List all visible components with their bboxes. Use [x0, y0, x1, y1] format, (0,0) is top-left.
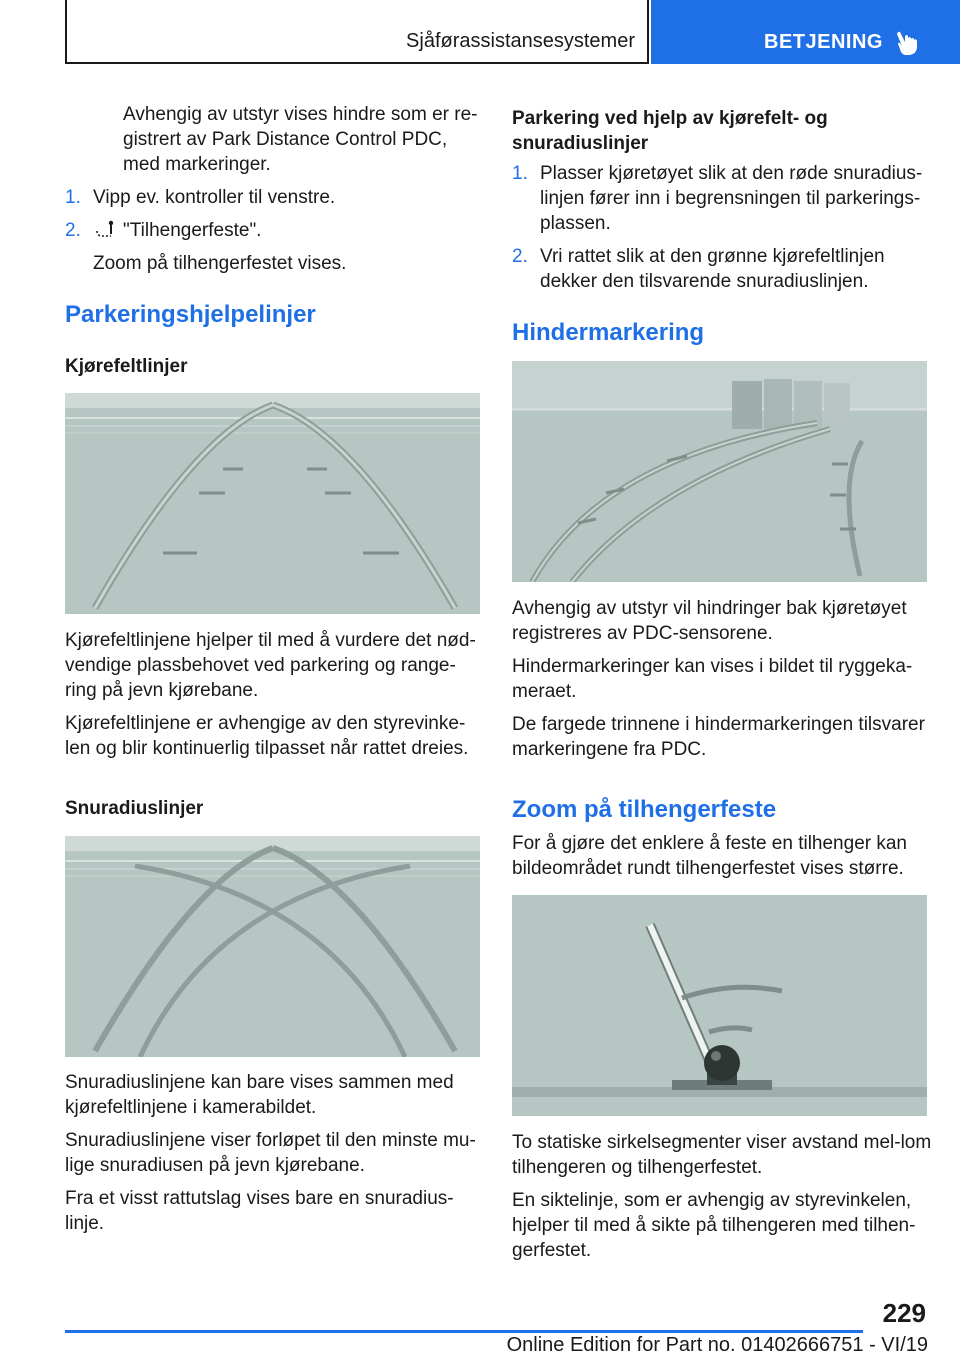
paragraph: Kjørefeltlinjene hjelper til med å vurdere det nød-vendige plassbehovet ved parkering og range-ring på jevn kjørebane. — [65, 630, 476, 701]
page-number: 229 — [882, 1298, 926, 1328]
zoom-intro — [512, 831, 932, 881]
paragraph: Fra et visst rattutslag vises bare en snuradius-linje. — [65, 1188, 454, 1234]
intro-text: Avhengig av utstyr vises hindre som er re-gistrert av Park Distance Control PDC, med markeringer. — [123, 104, 478, 175]
camera-trailer-icon — [95, 219, 117, 239]
section-heading: Hindermarkering — [512, 319, 705, 346]
header-chapter-tab[interactable] — [651, 0, 960, 64]
obstacle-marking-figure — [512, 361, 927, 582]
paragraph: Avhengig av utstyr vil hindringer bak kjøretøyet registreres av PDC-sensorene. — [512, 598, 907, 644]
paragraph: En siktelinje, som er avhengig av styrevinkelen, hjelper til med å sikte på tilhengeren med tilhen-gerfestet. — [512, 1190, 916, 1261]
lane-lines-figure — [65, 393, 480, 614]
chapter-title: BETJENING — [764, 31, 883, 53]
left-column-middle — [65, 628, 485, 761]
footer-divider — [65, 1330, 863, 1333]
list-text: Plasser kjøretøyet slik at den røde snuradius-linjen fører inn i begrensningen til parkerings-plassen. — [540, 163, 923, 234]
subheading: Kjørefeltlinjer — [65, 356, 188, 377]
right-column-middle — [512, 596, 932, 762]
step-result: Zoom på tilhengerfestet vises. — [93, 253, 347, 274]
header-section-box — [65, 0, 649, 64]
list-number: 2. — [512, 246, 528, 267]
section-title: Sjåførassistansesystemer — [406, 30, 635, 52]
left-column-bottom — [65, 1070, 485, 1236]
list-text: Vri rattet slik at den grønne kjørefeltlinjen dekker den tilsvarende snuradiuslinjen. — [540, 246, 885, 292]
right-column-bottom — [512, 1130, 932, 1263]
list-text: Vipp ev. kontroller til venstre. — [93, 187, 336, 208]
trailer-hitch-zoom-figure — [512, 895, 927, 1116]
list-text: "Tilhengerfeste". — [123, 220, 262, 241]
turning-radius-figure — [65, 836, 480, 1057]
list-number: 1. — [65, 187, 81, 208]
paragraph: Kjørefeltlinjene er avhengige av den styrevinke-len og blir kontinuerlig tilpasset når rattet dreies. — [65, 713, 469, 759]
list-item — [65, 218, 485, 243]
section-heading: Parkeringshjelpelinjer — [65, 301, 316, 328]
section-heading: Zoom på tilhengerfeste — [512, 796, 777, 823]
list-item — [512, 161, 932, 236]
list-item — [512, 244, 932, 294]
list-number: 1. — [512, 163, 528, 184]
paragraph: For å gjøre det enklere å feste en tilhenger kan bildeområdet rundt tilhengerfestet vises større. — [512, 833, 908, 879]
paragraph: Snuradiuslinjene viser forløpet til den minste mu-lige snuradiusen på jevn kjørebane. — [65, 1130, 476, 1176]
paragraph: Snuradiuslinjene kan bare vises sammen med kjørefeltlinjene i kamerabildet. — [65, 1072, 454, 1118]
right-steps — [512, 161, 932, 294]
list-item — [65, 185, 485, 210]
footer-edition: Online Edition for Part no. 01402666751 - VI/19 — [506, 1334, 928, 1356]
paragraph: To statiske sirkelsegmenter viser avstand mel-lom tilhengeren og tilhengerfestet. — [512, 1132, 932, 1178]
list-number: 2. — [65, 220, 81, 241]
paragraph: Hindermarkeringer kan vises i bildet til ryggeka-meraet. — [512, 656, 913, 702]
pointing-hand-icon — [896, 30, 920, 56]
paragraph: De fargede trinnene i hindermarkeringen tilsvarer markeringene fra PDC. — [512, 714, 925, 760]
subheading: Snuradiuslinjer — [65, 798, 204, 819]
left-column-top — [65, 102, 485, 276]
subheading: Parkering ved hjelp av kjørefelt- og snuradiuslinjer — [512, 108, 828, 154]
